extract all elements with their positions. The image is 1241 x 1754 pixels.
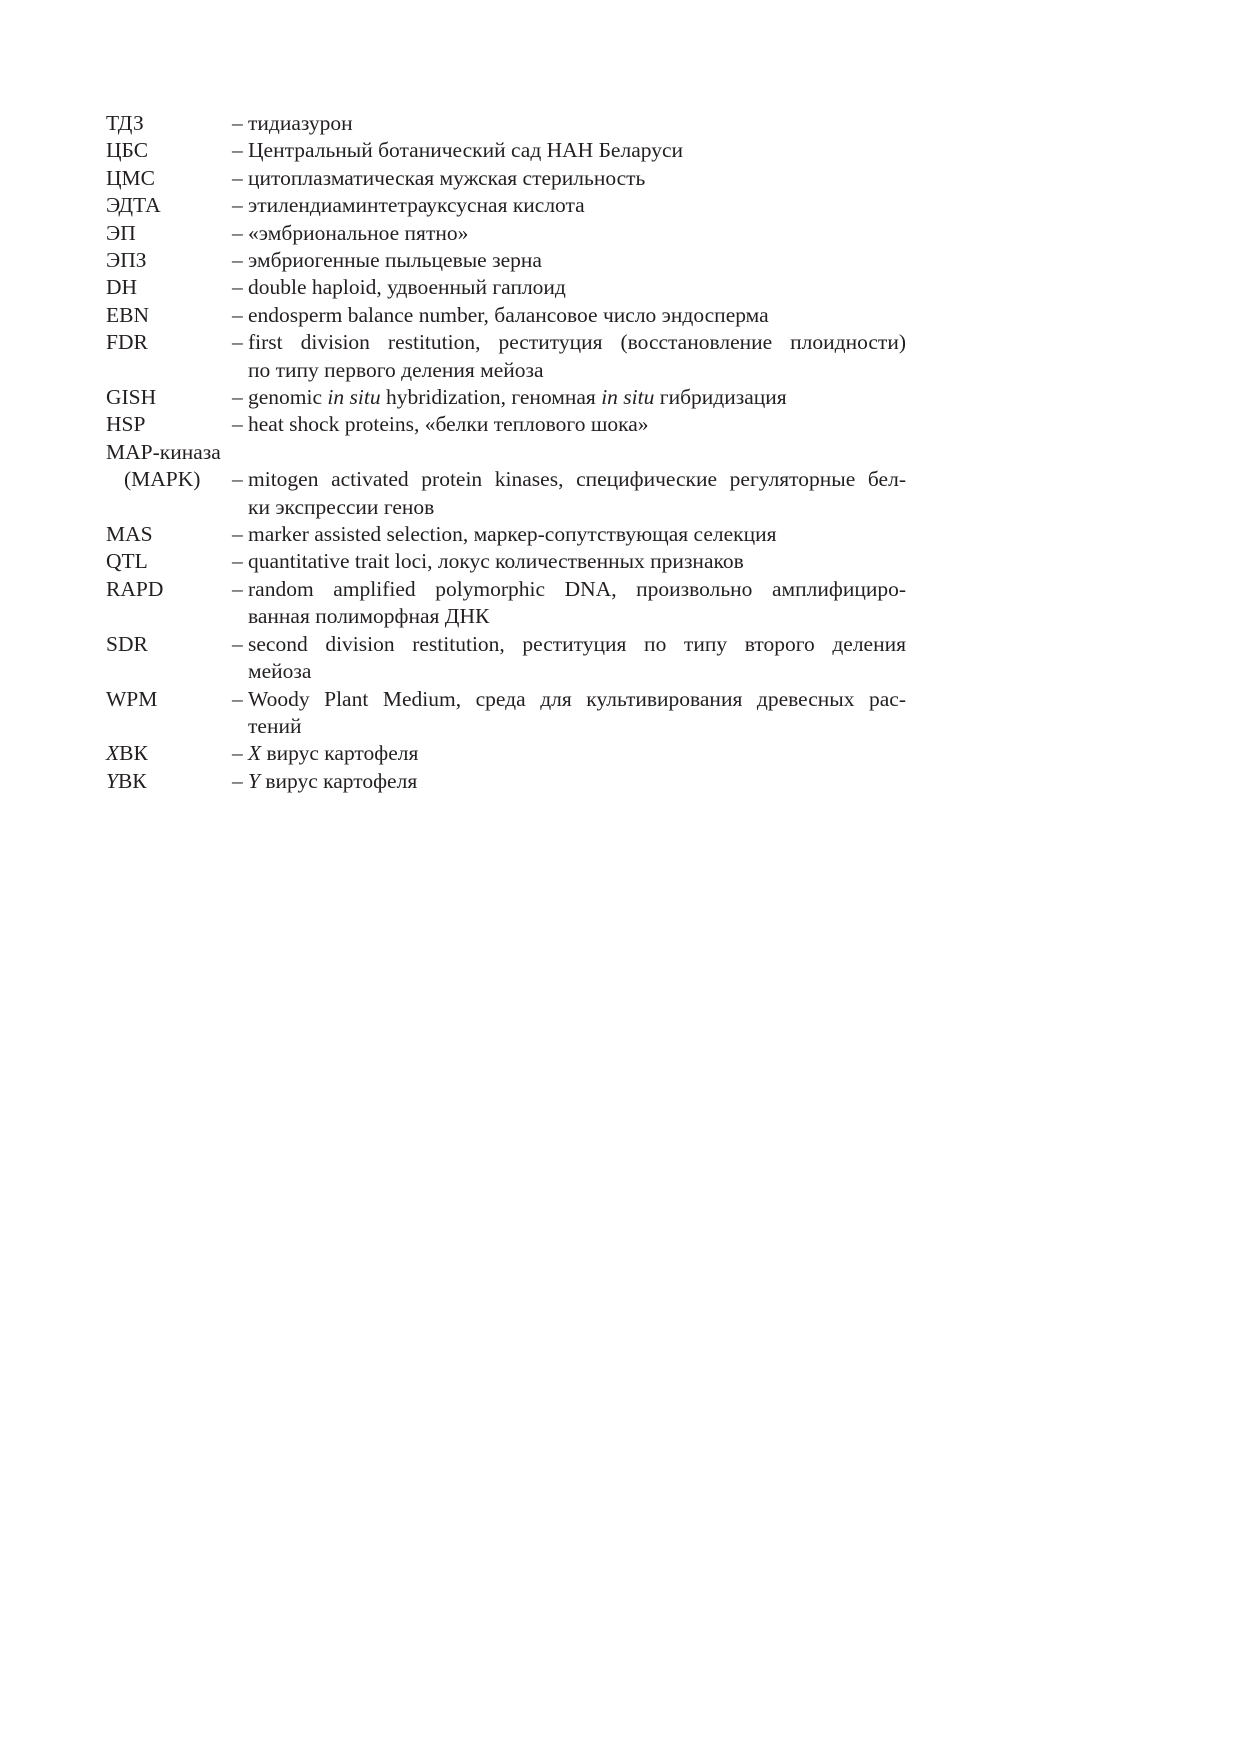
abbreviation-term: FDR	[106, 330, 148, 355]
abbreviation-entry	[106, 329, 906, 384]
dash: –	[232, 412, 243, 437]
abbreviation-entry	[106, 631, 906, 686]
abbreviation-definition: second division restitution, реституция по типу второго деления мейоза	[248, 631, 906, 684]
abbreviation-definition: этилендиаминтетрауксусная кислота	[248, 193, 585, 218]
abbreviation-entry	[106, 411, 906, 438]
abbreviation-definition: X вирус картофеля	[248, 741, 419, 766]
abbreviation-definition: marker assisted selection, маркер-сопутствующая селекция	[248, 522, 777, 547]
abbreviation-definition: Центральный ботанический сад НАН Беларуси	[248, 138, 684, 163]
dash: –	[232, 138, 243, 163]
abbreviation-term: SDR	[106, 631, 148, 656]
abbreviation-term: MAP-киназа	[106, 439, 221, 464]
abbreviation-entry	[106, 466, 906, 521]
abbreviation-entry	[106, 274, 906, 301]
dash: –	[232, 165, 243, 190]
abbreviation-definition: endosperm balance number, балансовое число эндосперма	[248, 302, 769, 327]
abbreviation-definition: double haploid, удвоенный гаплоид	[248, 275, 566, 300]
abbreviation-entry	[106, 384, 906, 411]
abbreviation-definition: тидиазурон	[248, 111, 353, 135]
dash: –	[232, 111, 243, 135]
dash: –	[232, 522, 243, 547]
abbreviation-definition: mitogen activated protein kinases, специфические регуляторные бел- ки экспрессии генов	[248, 467, 906, 519]
abbreviation-definition: эмбриогенные пыльцевые зерна	[248, 248, 542, 273]
dash: –	[232, 576, 243, 601]
abbreviation-term: (MAPK)	[124, 467, 201, 492]
abbreviation-entry	[106, 576, 906, 631]
abbreviation-term: WPM	[106, 686, 158, 711]
abbreviation-term: MAS	[106, 522, 153, 547]
dash: –	[232, 467, 243, 492]
abbreviation-definition: «эмбриональное пятно»	[248, 220, 469, 245]
abbreviation-entry	[106, 768, 906, 795]
abbreviation-term: XВК	[106, 741, 148, 766]
abbreviation-definition: quantitative trait loci, локус количественных признаков	[248, 549, 744, 574]
abbreviation-term: ЭП	[106, 220, 136, 245]
abbreviation-term: HSP	[106, 412, 146, 437]
abbreviation-term: ТДЗ	[106, 111, 144, 135]
abbreviation-entry	[106, 137, 906, 164]
dash: –	[232, 330, 243, 355]
dash: –	[232, 631, 243, 656]
dash: –	[232, 193, 243, 218]
abbreviation-entry	[106, 247, 906, 274]
dash: –	[232, 385, 243, 410]
abbreviation-definition: heat shock proteins, «белки теплового шока»	[248, 412, 649, 437]
dash: –	[232, 686, 243, 711]
abbreviation-entry	[106, 521, 906, 548]
abbreviation-term: DH	[106, 275, 138, 300]
abbreviation-entry	[106, 439, 906, 466]
dash: –	[232, 768, 243, 793]
abbreviation-entry	[106, 192, 906, 219]
dash: –	[232, 248, 243, 273]
abbreviation-term: EBN	[106, 302, 149, 327]
abbreviation-term: ЦБС	[106, 138, 149, 163]
abbreviation-entry	[106, 548, 906, 575]
dash: –	[232, 220, 243, 245]
abbreviation-entry	[106, 686, 906, 741]
abbreviation-term: YВК	[106, 768, 147, 793]
abbreviation-term: QTL	[106, 549, 148, 574]
abbreviation-definition: цитоплазматическая мужская стерильность	[248, 165, 646, 190]
abbreviations-list	[106, 110, 906, 795]
abbreviation-entry	[106, 740, 906, 767]
dash: –	[232, 549, 243, 574]
abbreviation-term: GISH	[106, 385, 157, 410]
abbreviation-entry	[106, 165, 906, 192]
dash: –	[232, 302, 243, 327]
abbreviation-term: ЭПЗ	[106, 248, 147, 273]
abbreviation-entry	[106, 110, 906, 137]
abbreviation-term: ЦМС	[106, 165, 155, 190]
abbreviation-definition: Woody Plant Medium, среда для культивирования древесных рас- тений	[248, 686, 906, 738]
dash: –	[232, 275, 243, 300]
abbreviation-term: RAPD	[106, 576, 164, 601]
abbreviation-definition: random amplified polymorphic DNA, произвольно амплифициро- ванная полиморфная ДНК	[248, 576, 906, 629]
abbreviation-definition: Y вирус картофеля	[248, 768, 418, 793]
abbreviation-definition: first division restitution, реституция (восстановление плоидности) по типу первого деления мейоза	[248, 330, 906, 382]
abbreviation-definition: genomic in situ hybridization, геномная in situ гибридизация	[248, 385, 787, 410]
abbreviation-entry	[106, 220, 906, 247]
dash: –	[232, 741, 243, 766]
abbreviation-entry	[106, 302, 906, 329]
abbreviation-term: ЭДТА	[106, 193, 161, 218]
